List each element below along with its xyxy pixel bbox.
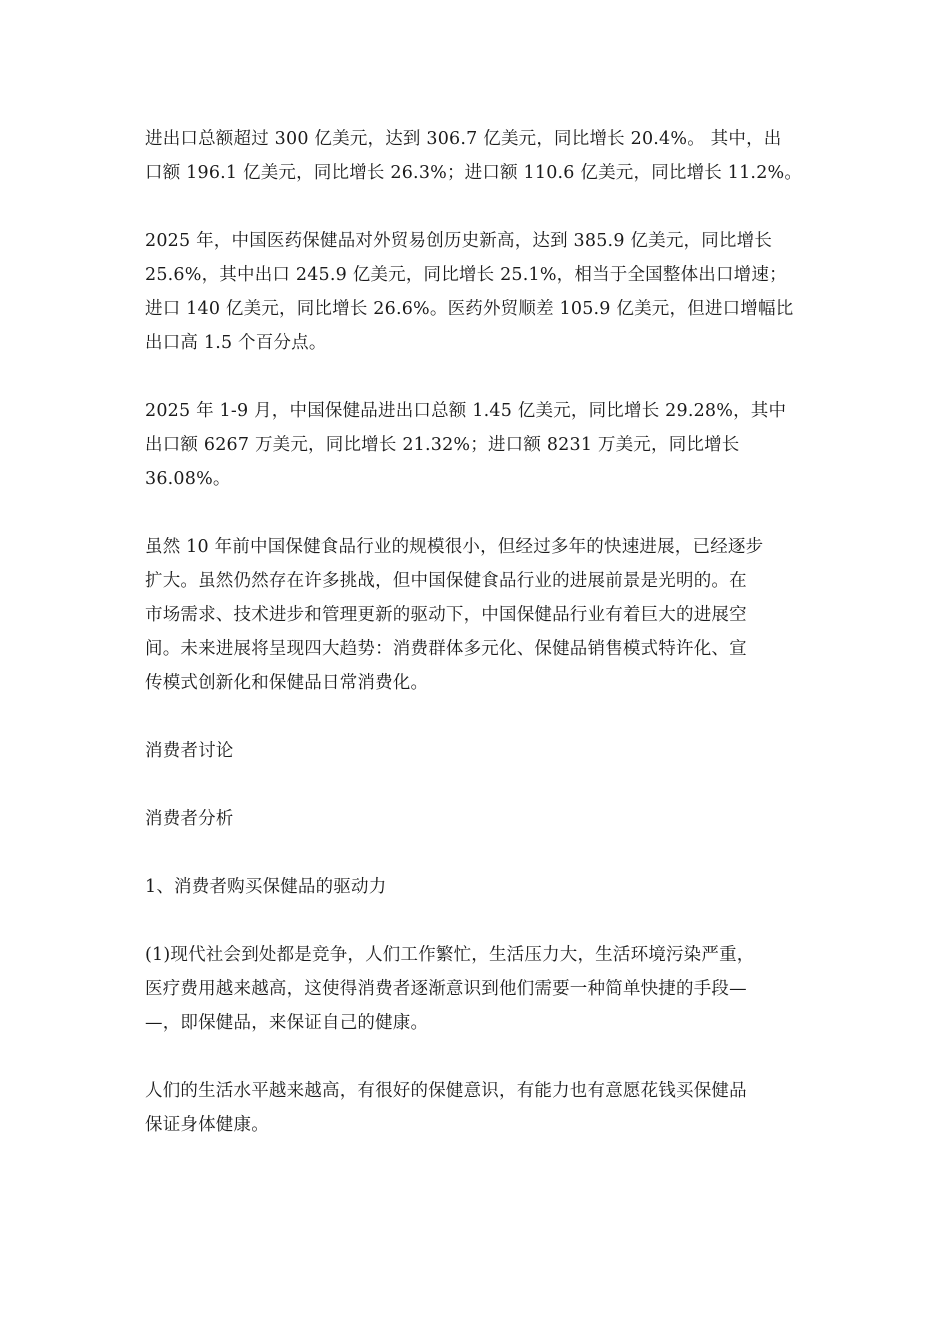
heading-consumer-discussion [145, 734, 810, 768]
heading-consumer-analysis [145, 802, 810, 836]
paragraph-industry-outlook [145, 530, 810, 700]
text-line: 虽然 10 年前中国保健食品行业的规模很小，但经过多年的快速进展，已经逐步 [145, 537, 764, 557]
text-line: 口额 196.1 亿美元，同比增长 26.3%；进口额 110.6 亿美元，同比增长 11.2%。 [145, 163, 803, 183]
text-line: 间。未来进展将呈现四大趋势：消费群体多元化、保健品销售模式特许化、宣 [145, 639, 747, 659]
text-line: 进口 140 亿美元，同比增长 26.6%。医药外贸顺差 105.9 亿美元，但进口增幅比 [145, 299, 794, 319]
text-line: 人们的生活水平越来越高，有很好的保健意识，有能力也有意愿花钱买保健品 [145, 1081, 747, 1101]
text-line: 25.6%，其中出口 245.9 亿美元，同比增长 25.1%，相当于全国整体出口增速； [145, 265, 787, 285]
paragraph-2025-trade [145, 224, 810, 360]
text-line: 消费者讨论 [145, 741, 234, 761]
text-line: 扩大。虽然仍然存在许多挑战，但中国保健食品行业的进展前景是光明的。在 [145, 571, 747, 591]
heading-purchase-drivers [145, 870, 810, 904]
text-line: 出口额 6267 万美元，同比增长 21.32%；进口额 8231 万美元，同比增长 [145, 435, 740, 455]
paragraph-living-standard [145, 1074, 810, 1142]
text-line: 36.08%。 [145, 469, 231, 489]
text-line: 市场需求、技术进步和管理更新的驱动下，中国保健品行业有着巨大的进展空 [145, 605, 747, 625]
text-line: 出口高 1.5 个百分点。 [145, 333, 327, 353]
document-body [145, 122, 810, 1176]
paragraph-trade-total [145, 122, 810, 190]
text-line: 保证身体健康。 [145, 1115, 269, 1135]
text-line: 传模式创新化和保健品日常消费化。 [145, 673, 429, 693]
text-line: 进出口总额超过 300 亿美元，达到 306.7 亿美元，同比增长 20.4%。 其中，出 [145, 129, 782, 149]
text-line: (1)现代社会到处都是竞争，人们工作繁忙，生活压力大，生活环境污染严重， [145, 945, 755, 965]
paragraph-driver-1 [145, 938, 810, 1040]
paragraph-2025-jan-sep [145, 394, 810, 496]
text-line: 1、消费者购买保健品的驱动力 [145, 877, 387, 897]
text-line: 2025 年 1-9 月，中国保健品进出口总额 1.45 亿美元，同比增长 29.28%，其中 [145, 401, 787, 421]
text-line: —，即保健品，来保证自己的健康。 [145, 1013, 429, 1033]
text-line: 消费者分析 [145, 809, 234, 829]
text-line: 2025 年，中国医药保健品对外贸易创历史新高，达到 385.9 亿美元，同比增长 [145, 231, 773, 251]
text-line: 医疗费用越来越高，这使得消费者逐渐意识到他们需要一种简单快捷的手段— [145, 979, 747, 999]
